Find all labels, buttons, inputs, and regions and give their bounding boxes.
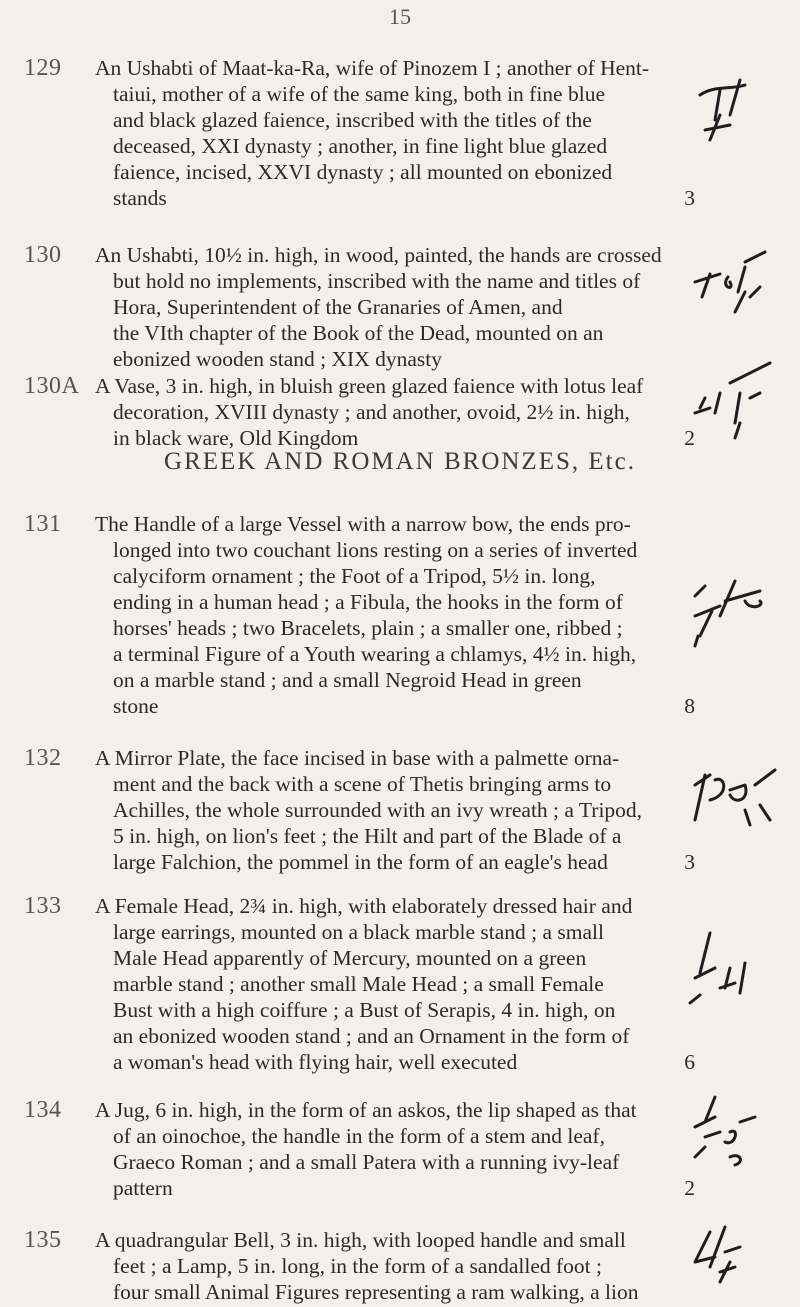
lot-number: 134 — [24, 1097, 62, 1123]
lot-line: ment and the back with a scene of Thetis bringing arms to — [113, 772, 612, 796]
lot-description — [95, 1227, 675, 1305]
lot-line: feet ; a Lamp, 5 in. long, in the form of a sandalled foot ; — [113, 1254, 602, 1278]
lot-description — [95, 55, 695, 211]
lot-description — [95, 511, 695, 719]
lot-line-last: in black ware, Old Kingdom 2 — [113, 426, 695, 450]
lot-line: A quadrangular Bell, 3 in. high, with looped handle and small — [95, 1228, 626, 1252]
lot-line: on a marble stand ; and a small Negroid Head in green — [113, 668, 582, 692]
section-heading: GREEK AND ROMAN BRONZES, Etc. — [164, 448, 636, 475]
lot-line: taiui, mother of a wife of the same king, both in fine blue — [113, 82, 605, 106]
lot-number: 130A — [24, 373, 80, 399]
lot-quantity: 3 — [684, 186, 695, 210]
lot-line: a terminal Figure of a Youth wearing a chlamys, 4½ in. high, — [113, 642, 637, 666]
lot-description — [95, 745, 695, 875]
lot-line: calyciform ornament ; the Foot of a Tripod, 5½ in. long, — [113, 564, 596, 588]
lot-line: marble stand ; another small Male Head ; a small Female — [113, 972, 604, 996]
lot-quantity: 8 — [684, 694, 695, 718]
lot-line: faience, incised, XXVI dynasty ; all mounted on ebonized — [113, 160, 613, 184]
lot-line: An Ushabti of Maat-ka-Ra, wife of Pinozem I ; another of Hent- — [95, 56, 650, 80]
handwritten-price-mark — [690, 581, 780, 661]
lot-line: the VIth chapter of the Book of the Dead, mounted on an — [113, 321, 604, 345]
lot-line: 5 in. high, on lion's feet ; the Hilt and part of the Blade of a — [113, 824, 622, 848]
lot-quantity: 2 — [684, 1176, 695, 1200]
lot-description — [95, 242, 675, 372]
handwritten-price-mark — [690, 765, 780, 845]
lot-line: A Jug, 6 in. high, in the form of an askos, the lip shaped as that — [95, 1098, 637, 1122]
lot-number: 129 — [24, 55, 62, 81]
lot-line: and black glazed faience, inscribed with the titles of the — [113, 108, 592, 132]
lot-line-last: pattern 2 — [113, 1176, 695, 1200]
lot-line: Achilles, the whole surrounded with an ivy wreath ; a Tripod, — [113, 798, 643, 822]
lot-line: A Female Head, 2¾ in. high, with elaborately dressed hair and — [95, 894, 633, 918]
lot-description — [95, 373, 695, 451]
handwritten-price-mark — [690, 1087, 780, 1167]
lot-line: an ebonized wooden stand ; and an Ornament in the form of — [113, 1024, 630, 1048]
handwritten-price-mark — [690, 252, 780, 332]
lot-line: ebonized wooden stand ; XIX dynasty — [113, 347, 442, 371]
lot-line: horses' heads ; two Bracelets, plain ; a smaller one, ribbed ; — [113, 616, 623, 640]
lot-description — [95, 1097, 695, 1201]
lot-line: Hora, Superintendent of the Granaries of Amen, and — [113, 295, 563, 319]
handwritten-price-mark — [690, 363, 780, 443]
lot-line: decoration, XVIII dynasty ; and another, ovoid, 2½ in. high, — [113, 400, 630, 424]
handwritten-price-mark — [690, 933, 780, 1013]
lot-number: 133 — [24, 893, 62, 919]
lot-line: deceased, XXI dynasty ; another, in fine light blue glazed — [113, 134, 608, 158]
lot-line: Graeco Roman ; and a small Patera with a running ivy-leaf — [113, 1150, 620, 1174]
handwritten-price-mark — [690, 75, 780, 155]
lot-line-last: a woman's head with flying hair, well executed 6 — [113, 1050, 695, 1074]
lot-line: but hold no implements, inscribed with the name and titles of — [113, 269, 641, 293]
lot-line: large earrings, mounted on a black marble stand ; a small — [113, 920, 604, 944]
lot-quantity: 2 — [684, 426, 695, 450]
lot-line: four small Animal Figures representing a ram walking, a lion — [113, 1280, 639, 1304]
lot-line: of an oinochoe, the handle in the form of a stem and leaf, — [113, 1124, 605, 1148]
lot-line: Male Head apparently of Mercury, mounted on a green — [113, 946, 587, 970]
lot-line-last: stands 3 — [113, 186, 695, 210]
lot-line-last: large Falchion, the pommel in the form of an eagle's head 3 — [113, 850, 695, 874]
lot-line: A Mirror Plate, the face incised in base with a palmette orna- — [95, 746, 620, 770]
handwritten-price-mark — [690, 1222, 780, 1302]
lot-line: longed into two couchant lions resting on a series of inverted — [113, 538, 638, 562]
lot-line: Bust with a high coiffure ; a Bust of Serapis, 4 in. high, on — [113, 998, 616, 1022]
lot-line: ending in a human head ; a Fibula, the hooks in the form of — [113, 590, 623, 614]
lot-quantity: 3 — [684, 850, 695, 874]
lot-number: 131 — [24, 511, 62, 537]
lot-number: 135 — [24, 1227, 62, 1253]
lot-line: A Vase, 3 in. high, in bluish green glazed faience with lotus leaf — [95, 374, 644, 398]
lot-number: 132 — [24, 745, 62, 771]
page-number: 15 — [389, 4, 411, 29]
lot-line: The Handle of a large Vessel with a narrow bow, the ends pro- — [95, 512, 631, 536]
lot-number: 130 — [24, 242, 62, 268]
lot-line-last: stone 8 — [113, 694, 695, 718]
lot-description — [95, 893, 695, 1075]
lot-line: An Ushabti, 10½ in. high, in wood, painted, the hands are crossed — [95, 243, 662, 267]
lot-quantity: 6 — [684, 1050, 695, 1074]
